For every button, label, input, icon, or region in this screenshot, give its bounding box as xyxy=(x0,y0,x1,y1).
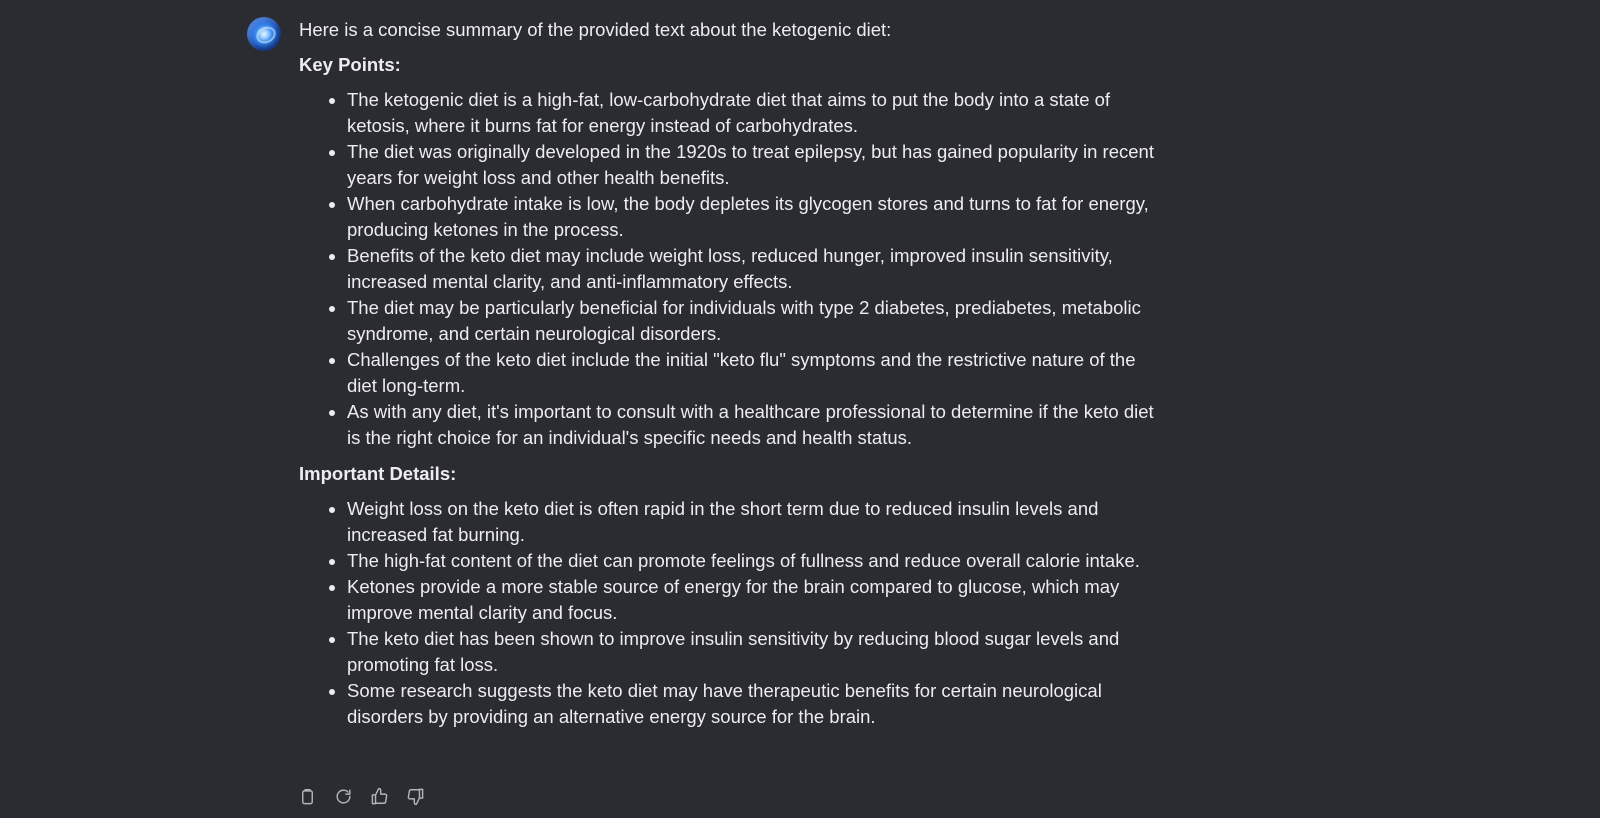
list-item: • Benefits of the keto diet may include weight loss, reduced hunger, improved insulin sensitivity, increased mental clarity, and anti-inflammatory effects. xyxy=(347,243,1169,295)
list-item: • When carbohydrate intake is low, the body depletes its glycogen stores and turns to fat for energy, producing ketones in the process. xyxy=(347,191,1169,243)
list-item: • The ketogenic diet is a high-fat, low-carbohydrate diet that aims to put the body into a state of ketosis, where it burns fat for energy instead of carbohydrates. xyxy=(347,87,1169,139)
thumbs-down-icon xyxy=(406,787,425,806)
thumbs-down-button[interactable] xyxy=(404,785,426,807)
assistant-avatar xyxy=(247,17,281,51)
assistant-message xyxy=(299,17,1169,740)
regenerate-icon xyxy=(334,787,353,806)
regenerate-button[interactable] xyxy=(332,785,354,807)
list-item: • The diet may be particularly beneficial for individuals with type 2 diabetes, prediabetes, metabolic syndrome, and certain neurological disorders. xyxy=(347,295,1169,347)
list-item: • The keto diet has been shown to improve insulin sensitivity by reducing blood sugar levels and promoting fat loss. xyxy=(347,626,1169,678)
important-details-heading: Important Details: xyxy=(299,463,457,484)
key-points-list xyxy=(299,87,1169,451)
important-details-list xyxy=(299,496,1169,730)
message-intro: Here is a concise summary of the provided text about the ketogenic diet: xyxy=(299,19,892,40)
list-item: • Challenges of the keto diet include the initial "keto flu" symptoms and the restrictive nature of the diet long-term. xyxy=(347,347,1169,399)
copy-icon xyxy=(298,787,317,806)
key-points-heading: Key Points: xyxy=(299,54,401,75)
copy-button[interactable] xyxy=(296,785,318,807)
thumbs-up-button[interactable] xyxy=(368,785,390,807)
list-item: • The high-fat content of the diet can promote feelings of fullness and reduce overall calorie intake. xyxy=(347,548,1169,574)
list-item: • Ketones provide a more stable source of energy for the brain compared to glucose, which may improve mental clarity and focus. xyxy=(347,574,1169,626)
message-actions xyxy=(296,785,426,807)
thumbs-up-icon xyxy=(370,787,389,806)
list-item: • Weight loss on the keto diet is often rapid in the short term due to reduced insulin levels and increased fat burning. xyxy=(347,496,1169,548)
list-item: • The diet was originally developed in the 1920s to treat epilepsy, but has gained popularity in recent years for weight loss and other health benefits. xyxy=(347,139,1169,191)
list-item: • Some research suggests the keto diet may have therapeutic benefits for certain neurological disorders by providing an alternative energy source for the brain. xyxy=(347,678,1169,730)
list-item: • As with any diet, it's important to consult with a healthcare professional to determine if the keto diet is the right choice for an individual's specific needs and health status. xyxy=(347,399,1169,451)
